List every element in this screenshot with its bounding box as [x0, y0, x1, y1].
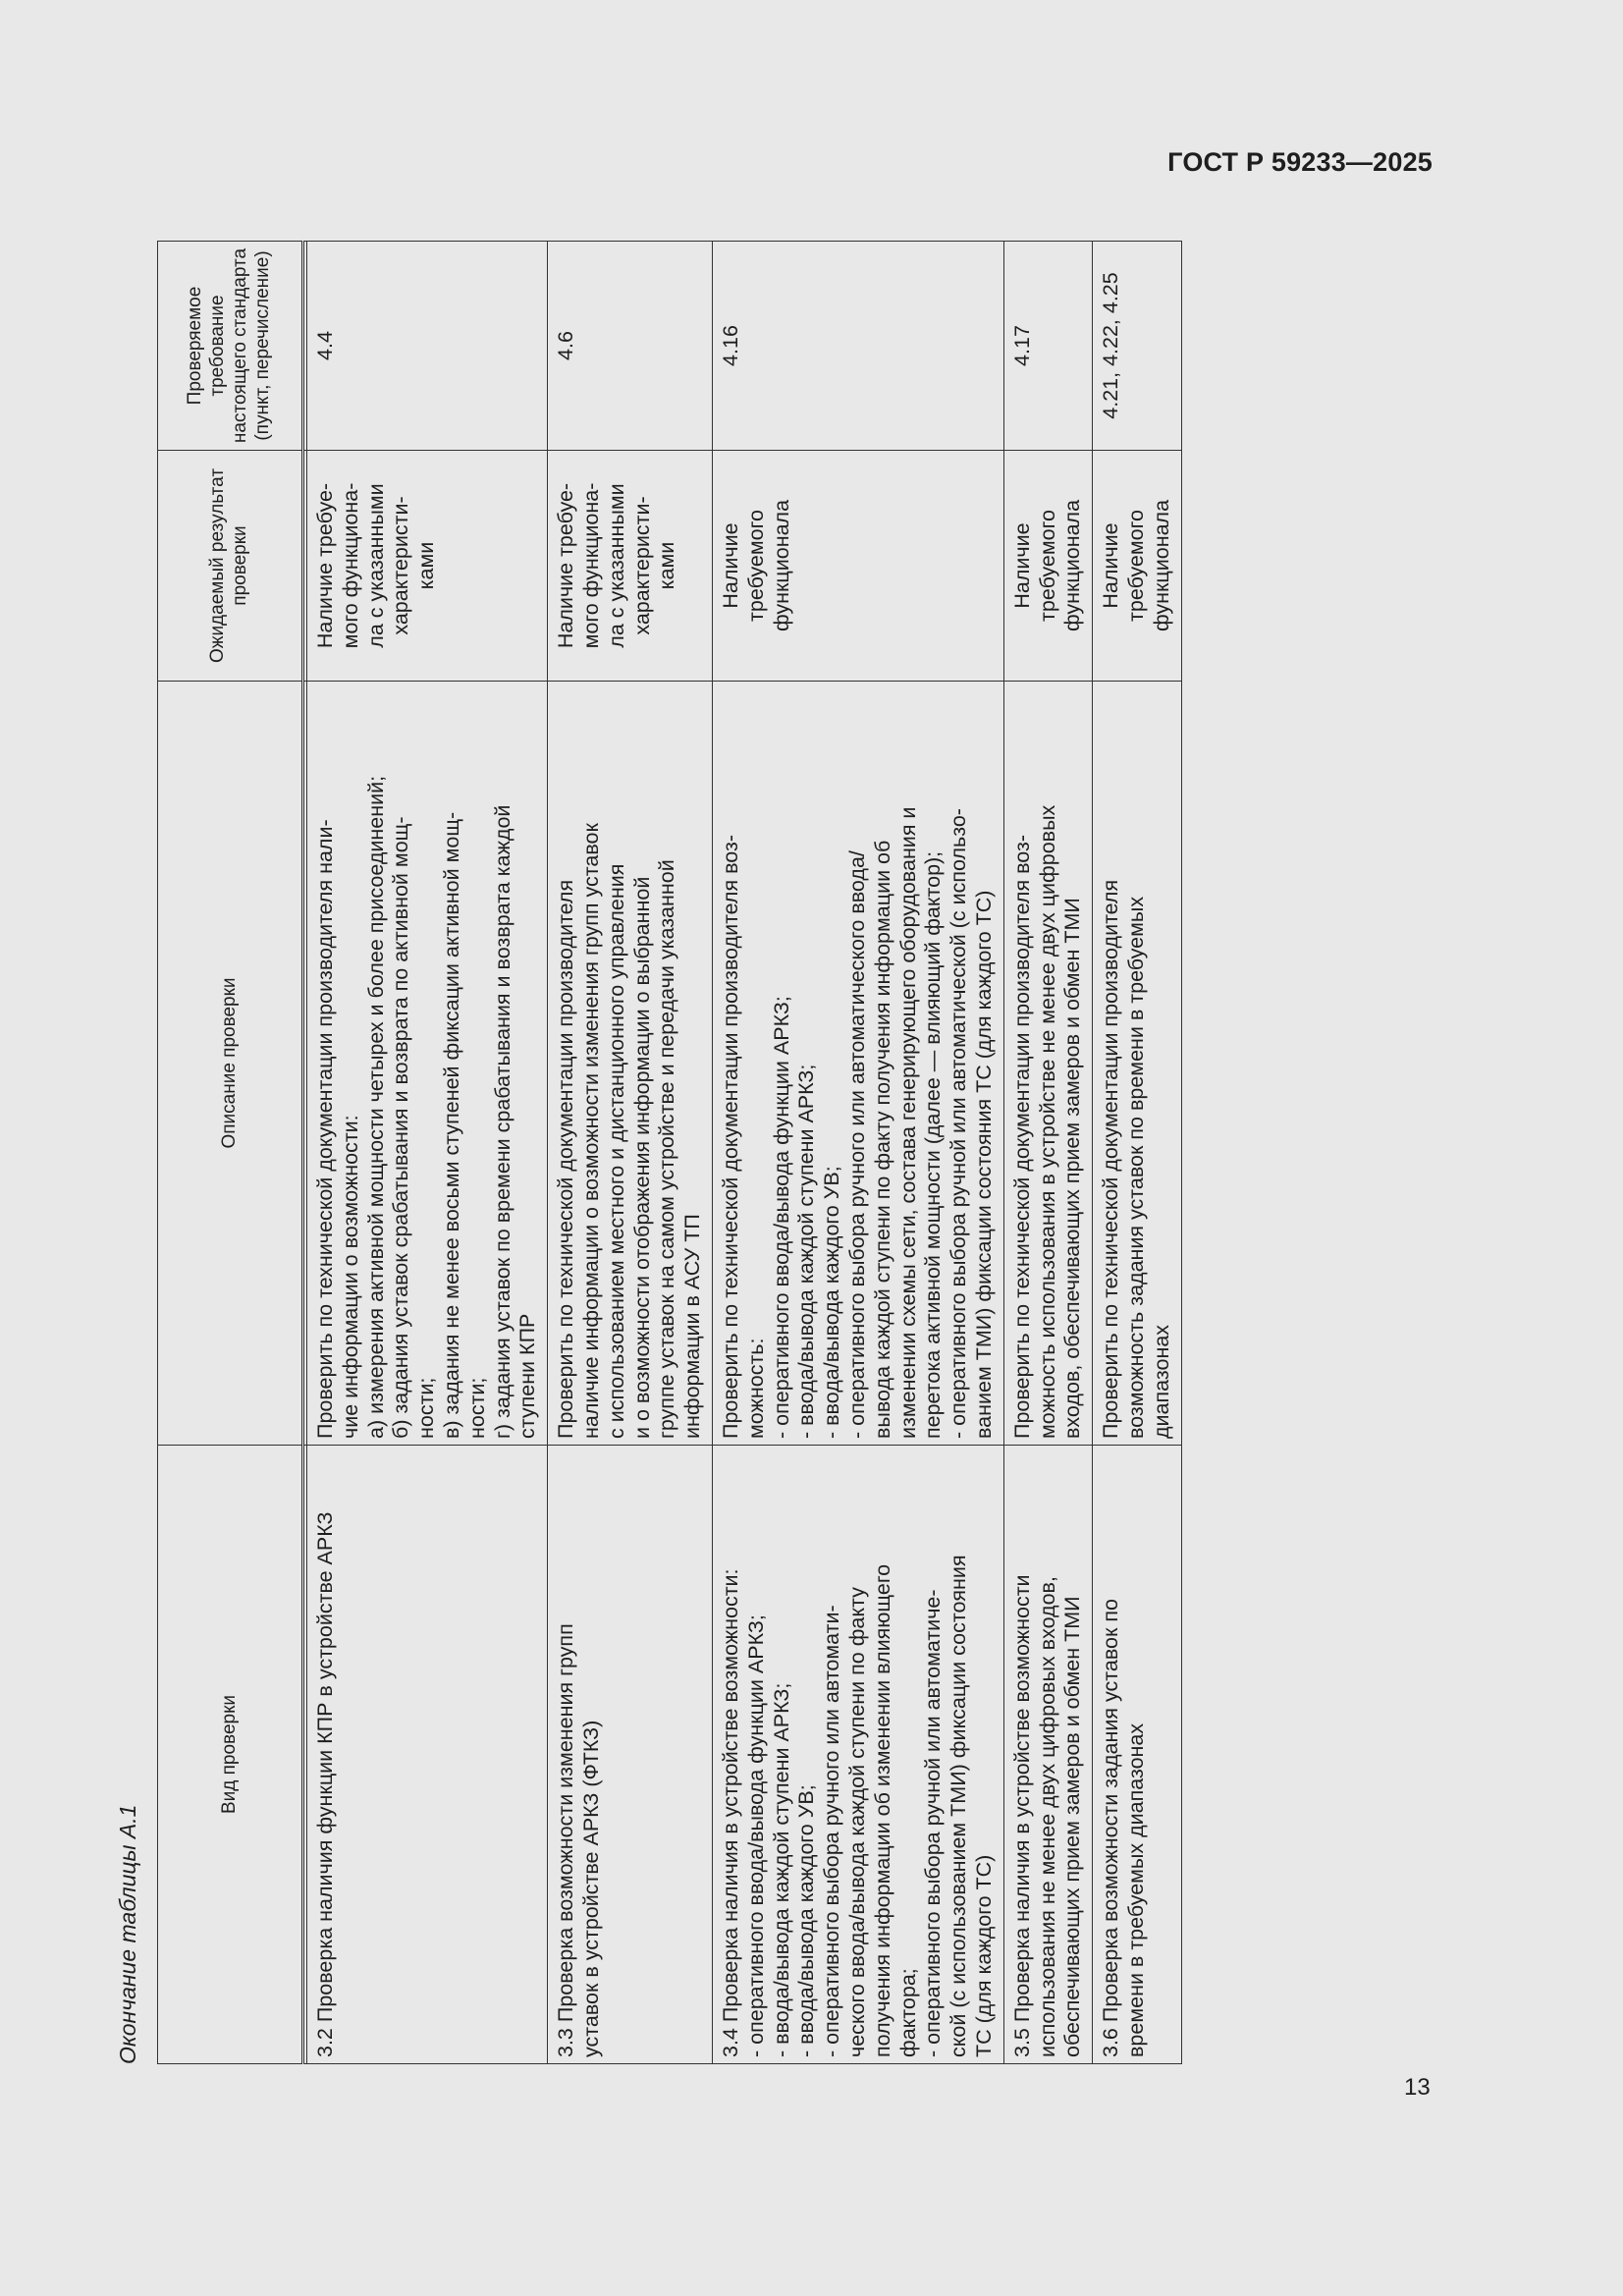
- check-description-cell-line: информации в АСУ ТП: [680, 1214, 705, 1439]
- table-row: [712, 242, 1003, 2064]
- expected-result-cell-line: Наличие: [718, 522, 742, 609]
- check-type-cell: [307, 1446, 548, 2064]
- check-description-cell-line: можность использования в устройстве не менее двух цифровых: [1035, 804, 1059, 1439]
- check-type-cell: [712, 1446, 1003, 2064]
- check-description-cell-line: изменении схемы сети, состава генерирующего оборудования и: [895, 806, 920, 1439]
- check-description-cell-line: - ввода/вывода каждой ступени АРКЗ;: [794, 1064, 819, 1439]
- expected-result-cell-line: мого функциона-: [578, 482, 603, 649]
- check-description-cell-line: Проверить по технической документации производителя нали-: [313, 819, 337, 1439]
- expected-result-cell-line: ла с указанными: [604, 483, 628, 648]
- expected-result-cell: [1093, 451, 1181, 682]
- requirement-clause-cell: 4.21, 4.22, 4.25: [1093, 242, 1181, 451]
- check-description-cell-line: Проверить по технической документации производителя: [554, 879, 578, 1439]
- check-type-cell-line: - оперативного выбора ручной или автоматиче-: [921, 1589, 946, 2057]
- expected-result-cell-line: требуемого: [1123, 510, 1148, 622]
- expected-result-cell-line: Наличие требуе-: [554, 482, 578, 649]
- check-type-cell-line: обеспечивающих прием замеров и обмен ТМИ: [1060, 1596, 1085, 2057]
- check-description-cell-line: - оперативного ввода/вывода функции АРКЗ;: [769, 996, 793, 1439]
- check-type-cell: [1093, 1446, 1181, 2064]
- check-type-cell-line: - ввода/вывода каждой ступени АРКЗ;: [769, 1682, 793, 2057]
- check-description-cell-line: ступени КПР: [515, 1313, 540, 1439]
- check-description-cell-line: - ввода/вывода каждого УВ;: [820, 1166, 844, 1439]
- page-number: 13: [1404, 2074, 1431, 2101]
- table-header-row: [158, 242, 303, 2064]
- check-description-cell: [307, 682, 548, 1446]
- check-description-cell-line: ности;: [464, 1377, 489, 1439]
- check-description-cell-line: группе уставок на самом устройстве и передачи указанной: [655, 859, 679, 1439]
- check-description-cell-line: г) задания уставок по времени срабатывания и возврата каждой: [490, 804, 514, 1439]
- check-description-cell: [712, 682, 1003, 1446]
- expected-result-cell-line: характеристи-: [389, 496, 413, 635]
- check-type-cell-line: фактора;: [895, 1968, 920, 2057]
- expected-result-cell-line: Наличие: [1009, 522, 1034, 609]
- expected-result-cell: [712, 451, 1003, 682]
- table-row: [548, 242, 713, 2064]
- check-description-cell-line: и о возможности отображения информации о выбранной: [629, 876, 654, 1439]
- expected-result-cell-line: Наличие: [1099, 522, 1123, 609]
- check-description-cell-line: в) задания не менее восьми ступеней фиксации активной мощ-: [439, 811, 463, 1439]
- check-type-cell-line: 3.6 Проверка возможности задания уставок по: [1099, 1599, 1123, 2057]
- check-description-cell: [548, 682, 713, 1446]
- requirement-clause-cell: 4.6: [548, 242, 713, 451]
- table-row: [1003, 242, 1092, 2064]
- requirement-clause-cell: 4.16: [712, 242, 1003, 451]
- requirement-clause-cell: 4.17: [1003, 242, 1092, 451]
- check-description-cell-line: Проверить по технической документации производителя воз-: [718, 835, 742, 1439]
- expected-result-cell-line: Наличие требуе-: [313, 482, 337, 649]
- check-description-cell-line: - оперативного выбора ручной или автоматической (с использо-: [947, 808, 971, 1439]
- check-description-cell-line: вывода каждой ступени по факту получения информации об: [870, 840, 894, 1439]
- table-caption: Окончание таблицы А.1: [115, 1804, 140, 2064]
- check-type-cell-line: ТС (для каждого ТС): [971, 1854, 996, 2057]
- check-description-cell-line: Проверить по технической документации производителя: [1099, 879, 1123, 1439]
- header-requirement-clause: Проверяемое требование настоящего стандарта (пункт, перечисление): [158, 242, 303, 451]
- expected-result-cell: [1003, 451, 1092, 682]
- check-table: [157, 241, 1182, 2064]
- expected-result-cell: [307, 451, 548, 682]
- check-description-cell-line: перетока активной мощности (далее — влияющий фактор);: [921, 850, 946, 1439]
- check-type-cell: [548, 1446, 713, 2064]
- check-type-cell-line: 3.4 Проверка наличия в устройстве возможности:: [718, 1568, 742, 2057]
- check-description-cell-line: Проверить по технической документации производителя воз-: [1009, 835, 1034, 1439]
- check-description-cell: [1093, 682, 1181, 1446]
- check-type-cell-line: ской (с использованием ТМИ) фиксации состояния: [947, 1555, 971, 2057]
- check-description-cell-line: а) измерения активной мощности четырех и более присоединений;: [363, 775, 388, 1439]
- document-code: ГОСТ Р 59233—2025: [1167, 147, 1433, 177]
- check-description-cell-line: можность:: [743, 1338, 768, 1439]
- expected-result-cell-line: характеристи-: [629, 496, 654, 635]
- expected-result-cell-line: функционала: [1149, 499, 1173, 632]
- expected-result-cell-line: функционала: [769, 499, 793, 632]
- rotated-table-block: [103, 98, 1350, 2200]
- check-description-cell-line: чие информации о возможности:: [338, 1115, 362, 1439]
- expected-result-cell-line: требуемого: [743, 510, 768, 622]
- check-type-cell-line: 3.5 Проверка наличия в устройстве возможности: [1009, 1574, 1034, 2057]
- check-type-cell-line: - ввода/вывода каждого УВ;: [794, 1784, 819, 2057]
- expected-result-cell-line: функционала: [1060, 499, 1085, 632]
- check-description-cell-line: входов, обеспечивающих прием замеров и обмен ТМИ: [1060, 898, 1085, 1439]
- check-description-cell-line: б) задания уставок срабатывания и возврата по активной мощ-: [389, 816, 413, 1439]
- header-check-type: Вид проверки: [158, 1446, 303, 2064]
- expected-result-cell-line: ла с указанными: [363, 483, 388, 648]
- header-check-description: Описание проверки: [158, 682, 303, 1446]
- requirement-clause-cell: 4.4: [307, 242, 548, 451]
- check-type-cell-line: получения информации об изменении влияющего: [870, 1563, 894, 2057]
- check-type-cell-line: использования не менее двух цифровых входов,: [1035, 1576, 1059, 2057]
- check-description-cell-line: наличие информации о возможности изменения групп уставок: [578, 823, 603, 1439]
- table-row: [1093, 242, 1181, 2064]
- table-row: [307, 242, 548, 2064]
- check-description-cell-line: диапазонах: [1149, 1324, 1173, 1439]
- check-description-cell: [1003, 682, 1092, 1446]
- check-type-cell: [1003, 1446, 1092, 2064]
- expected-result-cell: [548, 451, 713, 682]
- check-description-cell-line: возможность задания уставок по времени в требуемых: [1123, 896, 1148, 1439]
- check-type-cell-line: 3.2 Проверка наличия функции КПР в устройстве АРКЗ: [313, 1511, 337, 2057]
- check-type-cell-line: ческого ввода/вывода каждой ступени по факту: [844, 1587, 869, 2057]
- expected-result-cell-line: мого функциона-: [338, 482, 362, 649]
- check-type-cell-line: - оперативного ввода/вывода функции АРКЗ;: [743, 1614, 768, 2057]
- check-description-cell-line: ванием ТМИ) фиксации состояния ТС (для каждого ТС): [971, 890, 996, 1439]
- check-description-cell-line: с использованием местного и дистанционного управления: [604, 863, 628, 1439]
- expected-result-cell-line: ками: [655, 541, 679, 590]
- check-type-cell-line: времени в требуемых диапазонах: [1123, 1722, 1148, 2057]
- check-type-cell-line: - оперативного выбора ручного или автомати-: [820, 1605, 844, 2057]
- check-description-cell-line: ности;: [414, 1377, 439, 1439]
- expected-result-cell-line: ками: [414, 541, 439, 590]
- check-type-cell-line: 3.3 Проверка возможности изменения групп: [554, 1623, 578, 2057]
- header-expected-result: Ожидаемый результат проверки: [158, 451, 303, 682]
- check-type-cell-line: уставок в устройстве АРКЗ (ФТКЗ): [578, 1720, 603, 2057]
- expected-result-cell-line: требуемого: [1035, 510, 1059, 622]
- check-description-cell-line: - оперативного выбора ручного или автоматического ввода/: [844, 850, 869, 1439]
